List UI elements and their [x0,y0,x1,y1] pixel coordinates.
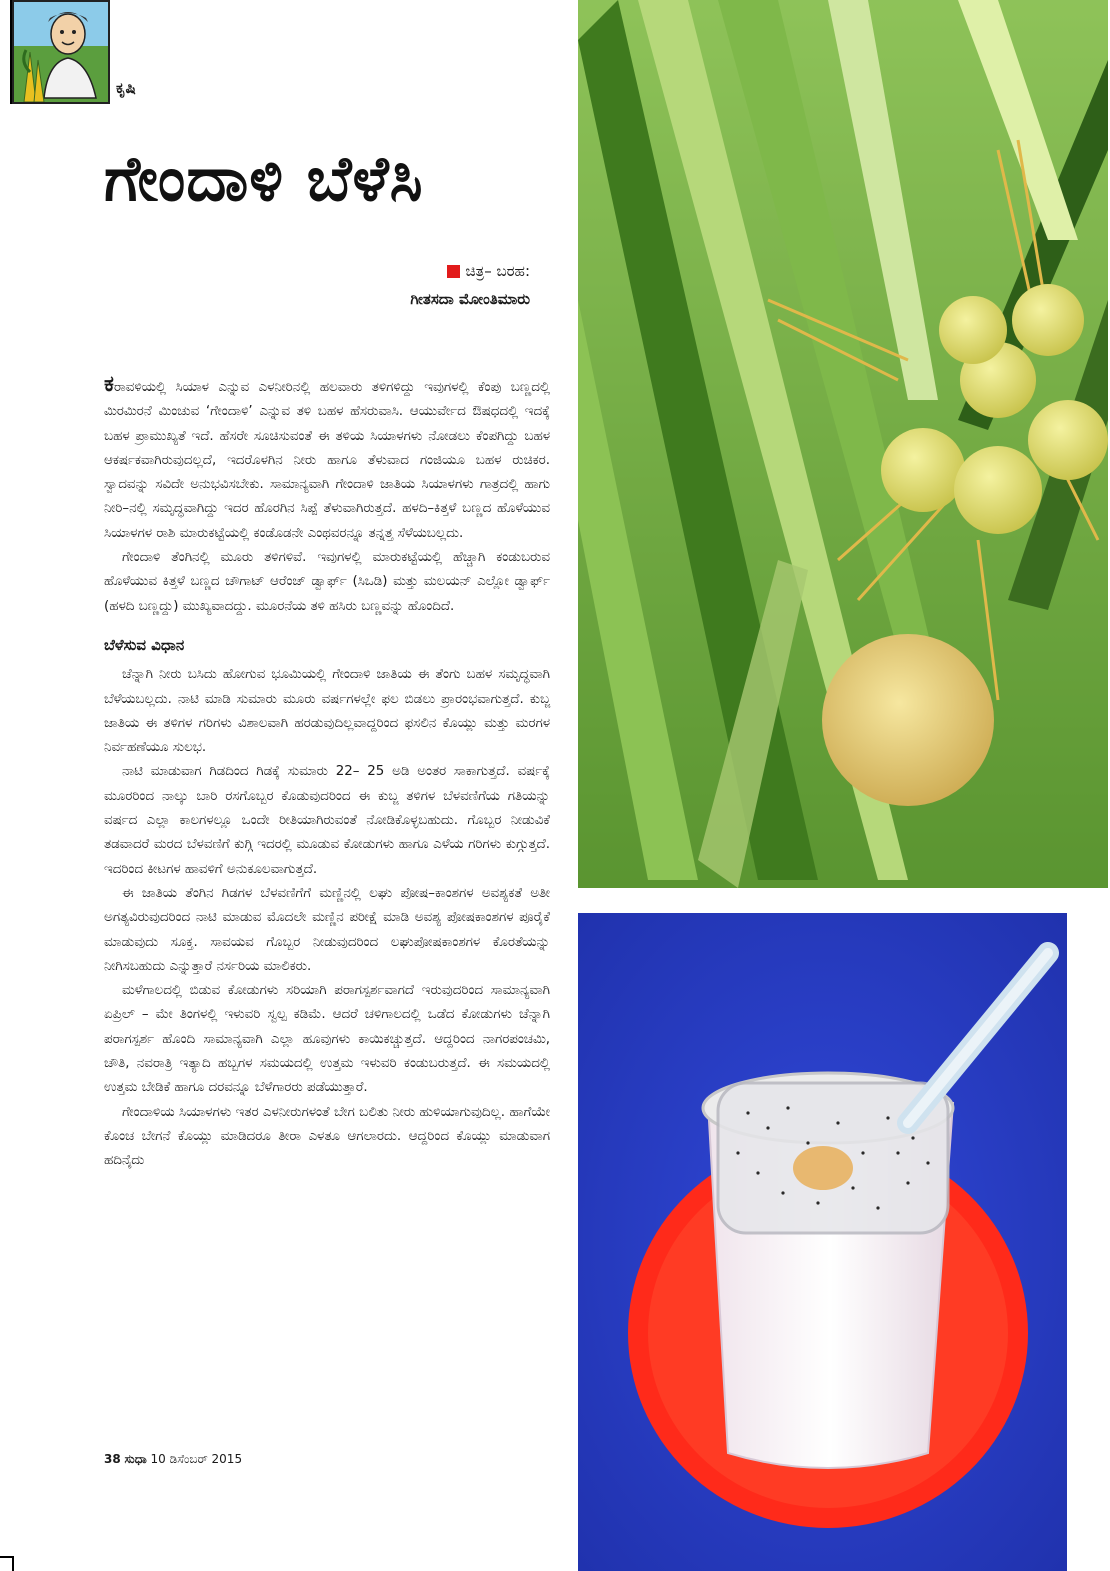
crop-mark-bottom-left-v [12,1556,14,1571]
section-label: ಕೃಷಿ [116,79,136,97]
paragraph-2: ಗೇಂದಾಳಿ ತೆಂಗಿನಲ್ಲಿ ಮೂರು ತಳಿಗಳಿವೆ. ಇವುಗಳಲ್ಲಿ ಮಾರುಕಟ್ಟೆಯಲ್ಲಿ ಹೆಚ್ಚಾಗಿ ಕಂಡುಬರುವ ಹೊಳೆಯುವ ಕಿತ್ತಳೆ ಬಣ್ಣದ ಚೌಗಾಟ್ ಆರೆಂಜ್ ಡ್ವಾರ್ಫ್ (ಸಿಒಡಿ) ಮತ್ತು ಮಲಯನ್ ಎಲ್ಲೋ ಡ್ವಾರ್ಫ್ (ಹಳದಿ ಬಣ್ಣದ್ದು) ಮುಖ್ಯವಾದದ್ದು. ಮೂರನೆಯ ತಳಿ ಹಸಿರು ಬಣ್ಣವನ್ನು ಹೊಂದಿದೆ. [104,550,550,614]
subheading: ಬೆಳೆಸುವ ವಿಧಾನ [104,635,185,654]
paragraph-6: ಮಳೆಗಾಲದಲ್ಲಿ ಬಿಡುವ ಕೋಡುಗಳು ಸರಿಯಾಗಿ ಪರಾಗಸ್ಪರ್ಶವಾಗದೆ ಇರುವುದರಿಂದ ಸಾಮಾನ್ಯವಾಗಿ ಏಪ್ರಿಲ್ – ಮೇ ತಿಂಗಳಲ್ಲಿ ಇಳುವರಿ ಸ್ವಲ್ಪ ಕಡಿಮೆ. ಆದರೆ ಚಳಿಗಾಲದಲ್ಲಿ ಒಡೆದ ಕೋಡುಗಳು ಚೆನ್ನಾಗಿ ಪರಾಗಸ್ಪರ್ಶ ಹೊಂದಿ ಸಾಮಾನ್ಯವಾಗಿ ಎಲ್ಲಾ ಹೂವುಗಳು ಕಾಯಿಕಚ್ಚುತ್ತದೆ. ಆದ್ದರಿಂದ ನಾಗರಪಂಚಮಿ, ಚೌತಿ, ನವರಾತ್ರಿ ಇತ್ಯಾದಿ ಹಬ್ಬಗಳ ಸಮಯದಲ್ಲಿ ಉತ್ತಮ ಇಳುವರಿ ಕಂಡುಬರುತ್ತದೆ. ಈ ಸಮಯದಲ್ಲಿ ಉತ್ತಮ ಬೇಡಿಕೆ ಹಾಗೂ ದರವನ್ನೂ ಬೆಳೆಗಾರರು ಪಡೆಯುತ್ತಾರೆ. [104,983,550,1096]
byline-role: ಚಿತ್ರ– ಬರಹ: [465,262,530,280]
crop-mark-bottom-left-h [0,1556,12,1558]
dropcap: ಕ [104,372,114,397]
paragraph-1-text: ರಾವಳಿಯಲ್ಲಿ ಸಿಯಾಳ ಎನ್ನುವ ಎಳನೀರಿನಲ್ಲಿ ಹಲವಾರು ತಳಿಗಳಿದ್ದು ಇವುಗಳಲ್ಲಿ ಕೆಂಪು ಬಣ್ಣದಲ್ಲಿ ಮಿರಮಿರನೆ ಮಿಂಚುವ ‘ಗೇಂದಾಳಿ’ ಎನ್ನುವ ತಳಿ ಬಹಳ ಹೆಸರುವಾಸಿ. ಆಯುರ್ವೇದ ಔಷಧದಲ್ಲಿ ಇದಕ್ಕೆ ಬಹಳ ಪ್ರಾಮುಖ್ಯತೆ ಇದೆ. ಹೆಸರೇ ಸೂಚಿಸುವಂತೆ ಈ ತಳಿಯ ಸಿಯಾಳಗಳು ನೋಡಲು ಕೆಂಪಗಿದ್ದು ಬಹಳ ಆಕರ್ಷಕವಾಗಿರುವುದಲ್ಲದೆ, ಇದರೊಳಗಿನ ನೀರು ಹಾಗೂ ತೆಳುವಾದ ಗಂಜಿಯೂ ಬಹಳ ರುಚಿಕರ. ಸ್ವಾದವನ್ನು ಸವಿದೇ ಅನುಭವಿಸಬೇಕು. ಸಾಮಾನ್ಯವಾಗಿ ಗೇಂದಾಳಿ ಜಾತಿಯ ಸಿಯಾಳಗಳು ಗಾತ್ರದಲ್ಲಿ ಹಾಗು ನೀರಿ–ನಲ್ಲಿ ಸಮೃದ್ಧವಾಗಿದ್ದು ಇದರ ಹೊರಗಿನ ಸಿಪ್ಪೆ ತೆಳುವಾಗಿರುತ್ತದೆ. ಹಳದಿ–ಕಿತ್ತಳೆ ಬಣ್ಣದ ಹೊಳೆಯುವ ಸಿಯಾಳಗಳ ರಾಶಿ ಮಾರುಕಟ್ಟೆಯಲ್ಲಿ ಕಂಡೊಡನೇ ಎಂಥವರನ್ನೂ ತನ್ನತ್ತ ಸೆಳೆಯಬಲ್ಲದು. [104,380,550,541]
paragraph-3: ಚೆನ್ನಾಗಿ ನೀರು ಬಸಿದು ಹೋಗುವ ಭೂಮಿಯಲ್ಲಿ ಗೇಂದಾಳಿ ಜಾತಿಯ ಈ ತೆಂಗು ಬಹಳ ಸಮೃದ್ಧವಾಗಿ ಬೆಳೆಯಬಲ್ಲದು. ನಾಟಿ ಮಾಡಿ ಸುಮಾರು ಮೂರು ವರ್ಷಗಳಲ್ಲೇ ಫಲ ಬಿಡಲು ಪ್ರಾರಂಭವಾಗುತ್ತದೆ. ಕುಬ್ಜ ಜಾತಿಯ ಈ ತಳಿಗಳ ಗರಿಗಳು ವಿಶಾಲವಾಗಿ ಹರಡುವುದಿಲ್ಲವಾದ್ದರಿಂದ ಫಸಲಿನ ಕೊಯ್ಲು ಮತ್ತು ಮರಗಳ ನಿರ್ವಹಣೆಯೂ ಸುಲಭ. [104,667,550,756]
article-title: ಗೇಂದಾಳಿ ಬೆಳೆಸಿ [104,142,424,215]
paragraph-4: ನಾಟಿ ಮಾಡುವಾಗ ಗಿಡದಿಂದ ಗಿಡಕ್ಕೆ ಸುಮಾರು 22– 25 ಅಡಿ ಅಂತರ ಸಾಕಾಗುತ್ತದೆ. ವರ್ಷಕ್ಕೆ ಮೂರರಿಂದ ನಾಲ್ಕು ಬಾರಿ ರಸಗೊಬ್ಬರ ಕೊಡುವುದರಿಂದ ಈ ಕುಬ್ಜ ತಳಿಗಳ ಬೆಳವಣಿಗೆಯ ಗತಿಯನ್ನು ವರ್ಷದ ಎಲ್ಲಾ ಕಾಲಗಳಲ್ಲೂ ಒಂದೇ ರೀತಿಯಾಗಿರುವಂತೆ ನೋಡಿಕೊಳ್ಳಬಹುದು. ಗೊಬ್ಬರ ನೀಡುವಿಕೆ ತಡವಾದರೆ ಮರದ ಬೆಳವಣಿಗೆ ಕುಗ್ಗಿ ಇದರಲ್ಲಿ ಮೂಡುವ ಕೋಡುಗಳು ಹಾಗೂ ಎಳೆಯ ಗರಿಗಳು ಕುಗ್ಗುತ್ತದೆ. ಇದರಿಂದ ಕೀಟಗಳ ಹಾವಳಿಗೆ ಅನುಕೂಲವಾಗುತ್ತದೆ. [104,764,550,877]
byline-author: ಗೀತಸದಾ ಮೋಂತಿಮಾರು [410,290,530,308]
coconut-palm-photo [578,0,1108,888]
paragraph-7: ಗೇಂದಾಳಿಯ ಸಿಯಾಳಗಳು ಇತರ ಎಳನೀರುಗಳಂತೆ ಬೇಗ ಬಲಿತು ನೀರು ಹುಳಿಯಾಗುವುದಿಲ್ಲ. ಹಾಗೆಯೇ ಕೊಂಚ ಬೇಗನೆ ಕೊಯ್ಲು ಮಾಡಿದರೂ ತೀರಾ ಎಳತೂ ಆಗಲಾರದು. ಆದ್ದರಿಂದ ಕೊಯ್ಲು ಮಾಡುವಾಗ ಹದಿನೈದು [104,1104,550,1169]
article-body [104,372,550,1174]
publication-name: ಸುಧಾ [124,1452,147,1466]
page-footer [104,1452,242,1467]
byline [410,262,530,308]
red-square-icon [447,265,460,278]
paragraph-5: ಈ ಜಾತಿಯ ತೆಂಗಿನ ಗಿಡಗಳ ಬೆಳವಣಿಗೆಗೆ ಮಣ್ಣಿನಲ್ಲಿ ಲಘು ಪೋಷ–ಕಾಂಶಗಳ ಅವಶ್ಯಕತೆ ಅತೀ ಅಗತ್ಯವಿರುವುದರಿಂದ ನಾಟಿ ಮಾಡುವ ಮೊದಲೇ ಮಣ್ಣಿನ ಪರೀಕ್ಷೆ ಮಾಡಿ ಅವಶ್ಯ ಪೋಷಕಾಂಶಗಳ ಪೂರೈಕೆ ಮಾಡುವುದು ಸೂಕ್ತ. ಸಾವಯವ ಗೊಬ್ಬರ ನೀಡುವುದರಿಂದ ಲಘುಪೋಷಕಾಂಶಗಳ ಕೊರತೆಯನ್ನು ನೀಗಿಸಬಹುದು ಎನ್ನುತ್ತಾರೆ ನರ್ಸರಿಯ ಮಾಲಿಕರು. [104,885,550,974]
page-number: 38 [104,1452,121,1466]
tender-coconut-drink-photo [578,913,1067,1571]
issue-date: 10 ಡಿಸೆಂಬರ್ 2015 [150,1452,243,1466]
section-logo-farmer [12,0,110,104]
byline-role-row [410,262,530,280]
farmer-illustration-icon [14,2,108,102]
paragraph-1 [104,372,550,546]
